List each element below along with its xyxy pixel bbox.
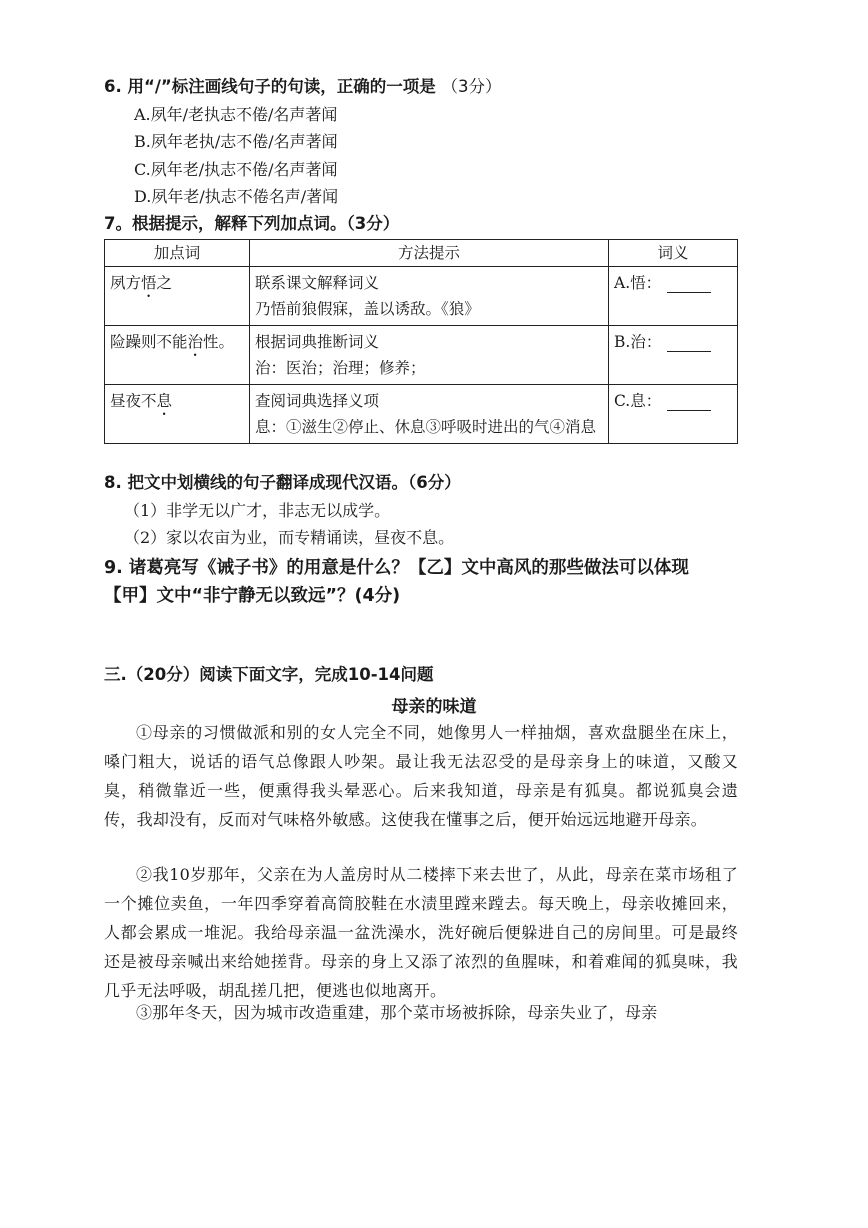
table-row (105, 267, 738, 326)
table-row (105, 326, 738, 385)
q6-option-d: D.夙年老/执志不倦名声/著闻 (134, 187, 339, 206)
meaning-cell: A.悟： (609, 267, 738, 326)
q9-number: 9. (104, 558, 123, 578)
table-row (105, 385, 738, 444)
answer-blank[interactable] (667, 394, 711, 411)
header-hint: 方法提示 (250, 240, 609, 267)
passage-paragraph-3: ③那年冬天，因为城市改造重建，那个菜市场被拆除，母亲失业了，母亲 (136, 1003, 658, 1022)
header-word: 加点词 (105, 240, 250, 267)
q7-table (104, 239, 738, 444)
answer-blank[interactable] (667, 276, 711, 293)
passage-paragraph-2: ②我10岁那年，父亲在为人盖房时从二楼摔下来去世了，从此，母亲在菜市场租了一个摊位卖鱼，一年四季穿着高筒胶鞋在水渍里蹚来蹚去。每天晚上，母亲收摊回来，人都会累成一堆泥。我给母亲温一盆洗澡水，洗好碗后便躲进自己的房间里。可是最终还是被母亲喊出来给她搓背。母亲的身上又添了浓烈的鱼腥味，和着难闻的狐臭味，我几乎无法呼吸，胡乱搓几把，便逃也似地离开。 (104, 865, 738, 1000)
hint-cell: 根据词典推断词义 治：医治；治理；修养； (250, 326, 609, 385)
q8-number: 8. (104, 473, 122, 492)
q6-text: 用“/”标注画线句子的句读，正确的一项是 (127, 77, 436, 96)
q6-stem (104, 76, 501, 98)
q8-item-2: （2）家以农亩为业，而专精诵读，昼夜不息。 (124, 528, 455, 547)
q6-number: 6. (104, 77, 122, 96)
q6-option-b: B.夙年老执/志不倦/名声著闻 (134, 132, 338, 151)
meaning-cell: B.治： (609, 326, 738, 385)
table-header-row (105, 240, 738, 267)
q6-option-c: C.夙年老/执志不倦/名声著闻 (134, 160, 338, 179)
dotted-word: 昼夜不息 (105, 385, 250, 444)
q8-stem (104, 472, 461, 494)
section-heading: 三.（20分）阅读下面文字，完成10-14问题 (104, 665, 434, 684)
q6-points: （3分） (441, 77, 502, 96)
passage-paragraph-1: ①母亲的习惯做派和别的女人完全不同，她像男人一样抽烟，喜欢盘腿坐在床上，嗓门粗大，说话的语气总像跟人吵架。最让我无法忍受的是母亲身上的味道，又酸又臭，稍微靠近一些，便熏得我头晕恶心。后来我知道，母亲是有狐臭。都说狐臭会遗传，我却没有，反而对气味格外敏感。这使我在懂事之后，便开始远远地避开母亲。 (104, 723, 738, 829)
q8-item-1: （1）非学无以广才，非志无以成学。 (124, 501, 391, 520)
q9-line-1: 9. 诸葛亮写《诫子书》的用意是什么？【乙】文中高风的那些做法可以体现 (104, 558, 689, 578)
dotted-word: 险躁则不能治性。 (105, 326, 250, 385)
q8-text: 把文中划横线的句子翻译成现代汉语。（6分） (127, 473, 461, 492)
passage-title: 母亲的味道 (391, 697, 477, 717)
dotted-word: 夙方悟之 (105, 267, 250, 326)
hint-cell: 查阅词典选择义项 息：①滋生②停止、休息③呼吸时进出的气④消息 (250, 385, 609, 444)
meaning-cell: C.息： (609, 385, 738, 444)
q6-option-a: A.夙年/老执志不倦/名声著闻 (134, 105, 338, 124)
q7-stem: 7。根据提示，解释下列加点词。（3分） (104, 214, 400, 233)
answer-blank[interactable] (667, 335, 711, 352)
hint-cell: 联系课文解释词义 乃悟前狼假寐，盖以诱敌。《狼》 (250, 267, 609, 326)
header-meaning: 词义 (609, 240, 738, 267)
q9-line-2: 【甲】文中“非宁静无以致远”？(4分) (104, 586, 401, 606)
